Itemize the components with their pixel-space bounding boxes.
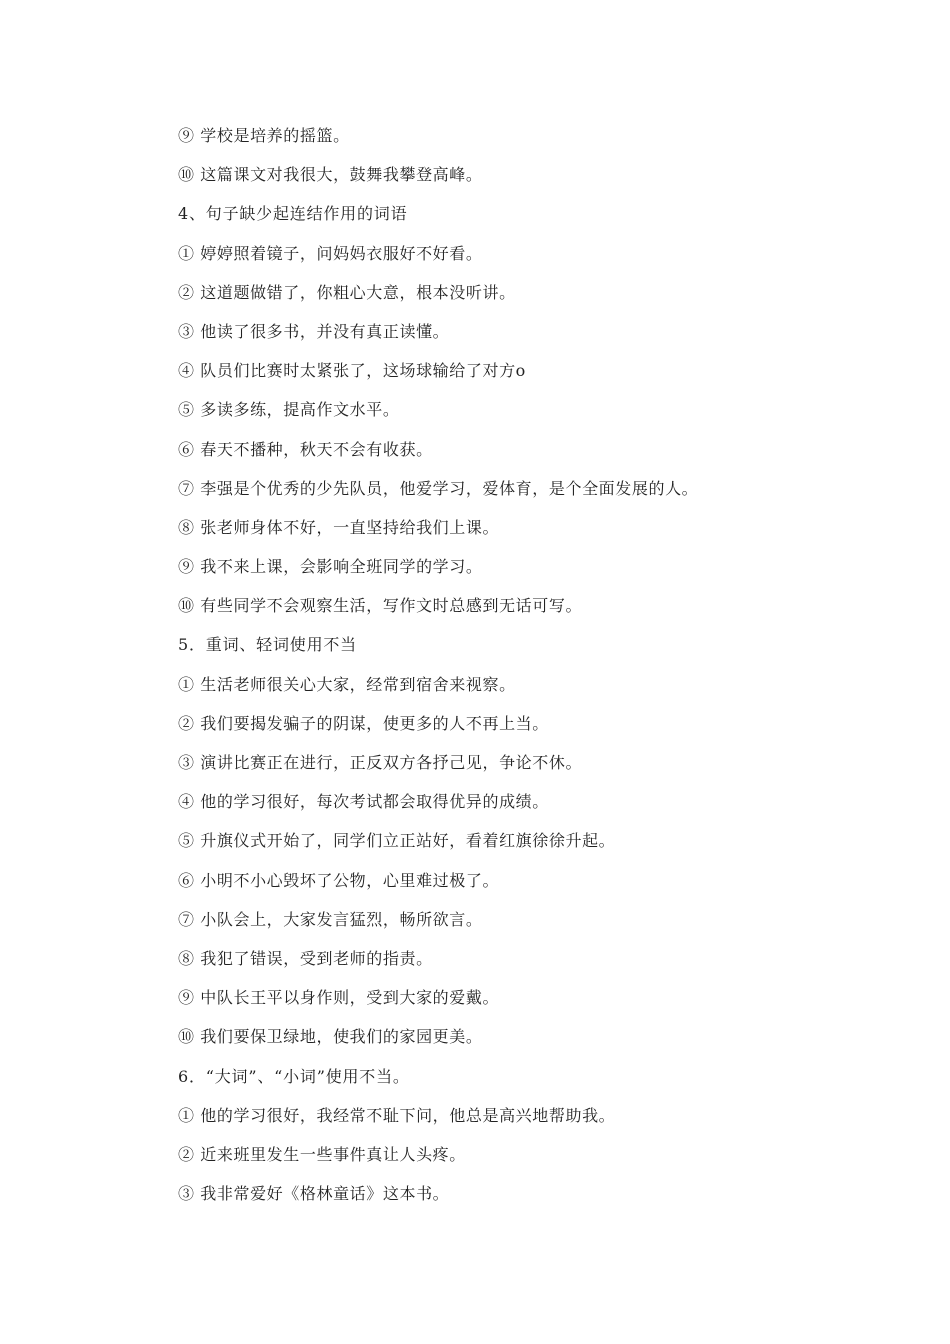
- list-item: ⑦ 李强是个优秀的少先队员，他爱学习，爱体育，是个全面发展的人。: [178, 478, 699, 498]
- list-item: ⑥ 春天不播种，秋天不会有收获。: [178, 439, 433, 459]
- list-item: ③ 演讲比赛正在进行，正反双方各抒己见，争论不休。: [178, 753, 583, 772]
- list-item: ② 这道题做错了，你粗心大意，根本没听讲。: [178, 282, 516, 302]
- list-item: ⑧ 张老师身体不好，一直坚持给我们上课。: [178, 517, 500, 537]
- document-body: [178, 125, 878, 1222]
- list-item: ② 近来班里发生一些事件真让人头疼。: [178, 1144, 466, 1164]
- list-item: ④ 队员们比赛时太紧张了，这场球输给了对方o: [178, 361, 526, 381]
- list-item: ③ 他读了很多书，并没有真正读懂。: [178, 321, 450, 341]
- list-item: ① 生活老师很关心大家，经常到宿舍来视察。: [178, 674, 516, 694]
- section-heading: 6．“大词”、“小词”使用不当。: [178, 1066, 410, 1086]
- list-item: ③ 我非常爱好《格林童话》这本书。: [178, 1184, 450, 1204]
- list-item: ① 婷婷照着镜子，问妈妈衣服好不好看。: [178, 243, 483, 263]
- list-item: ⑤ 多读多练，提高作文水平。: [178, 400, 400, 420]
- list-item: ⑩ 有些同学不会观察生活，写作文时总感到无话可写。: [178, 596, 583, 616]
- list-item: ⑧ 我犯了错误，受到老师的指责。: [178, 948, 433, 968]
- section-heading: 5．重词、轻词使用不当: [178, 635, 357, 655]
- list-item: ⑨ 中队长王平以身作则，受到大家的爱戴。: [178, 988, 500, 1008]
- list-item: ⑥ 小明不小心毁坏了公物，心里难过极了。: [178, 870, 500, 890]
- list-item: ⑨ 学校是培养的摇篮。: [178, 126, 350, 145]
- list-item: ② 我们要揭发骗子的阴谋，使更多的人不再上当。: [178, 713, 549, 733]
- list-item: ⑩ 我们要保卫绿地，使我们的家园更美。: [178, 1027, 483, 1047]
- list-item: ⑩ 这篇课文对我很大，鼓舞我攀登高峰。: [178, 165, 483, 185]
- list-item: ⑦ 小队会上，大家发言猛烈，畅所欲言。: [178, 909, 483, 929]
- list-item: ④ 他的学习很好，每次考试都会取得优异的成绩。: [178, 792, 549, 812]
- list-item: ⑤ 升旗仪式开始了，同学们立正站好，看着红旗徐徐升起。: [178, 831, 616, 851]
- list-item: ⑨ 我不来上课，会影响全班同学的学习。: [178, 557, 483, 577]
- list-item: ① 他的学习很好，我经常不耻下问，他总是高兴地帮助我。: [178, 1105, 616, 1125]
- section-heading: 4、句子缺少起连结作用的词语: [178, 204, 408, 224]
